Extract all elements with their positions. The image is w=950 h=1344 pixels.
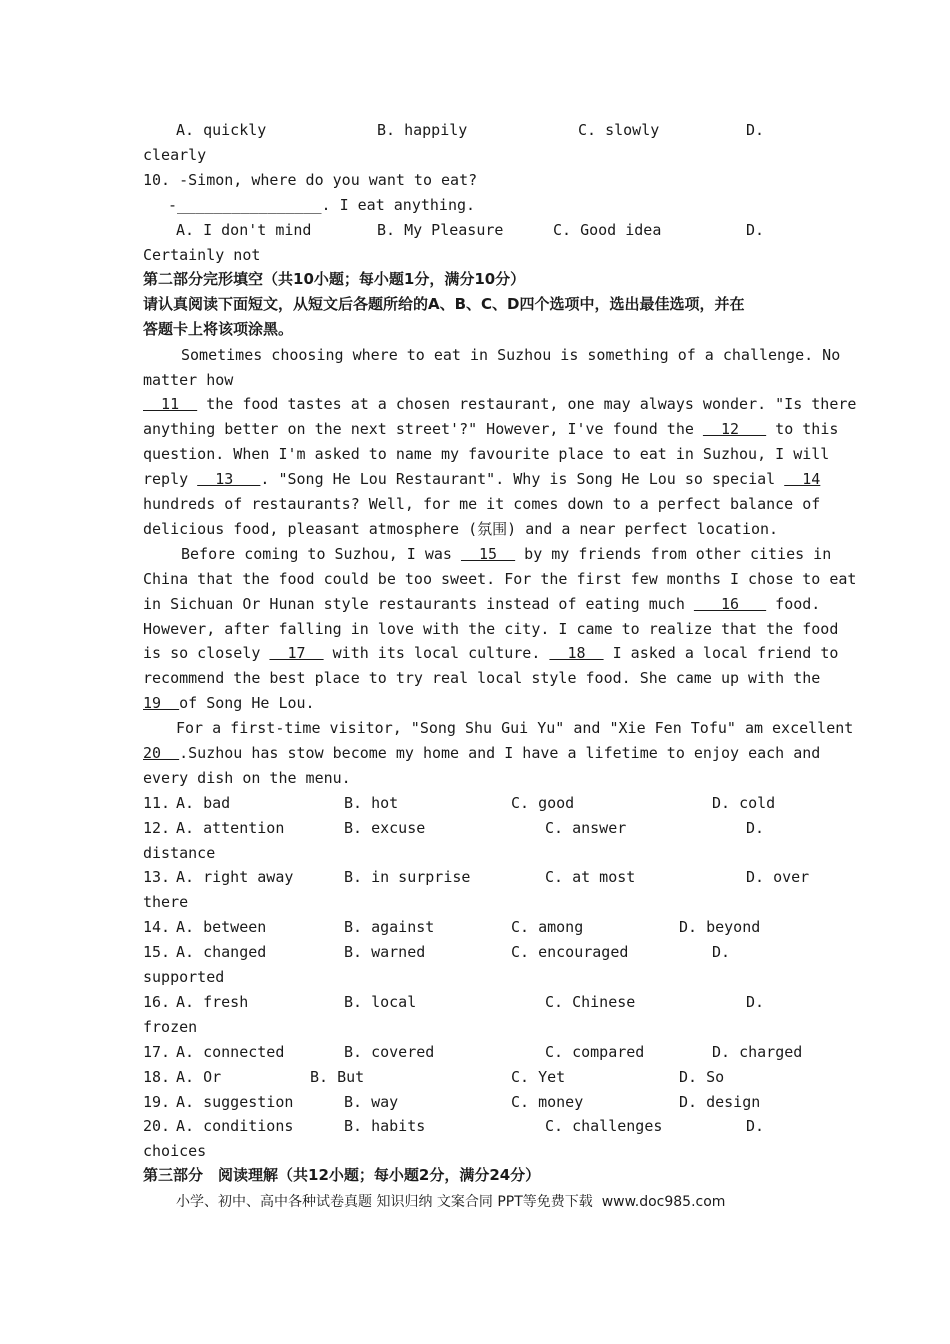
passage-line: 19 of Song He Lou. <box>143 694 315 712</box>
passage-line: 11 the food tastes at a chosen restaurant, one may always wonder. "Is there <box>143 395 857 413</box>
choice-option: C. compared <box>545 1043 645 1061</box>
choice-option: C. encouraged <box>511 943 629 961</box>
q9-option-a: A. quickly <box>176 121 267 139</box>
choice-option: A. attention <box>176 819 285 837</box>
choice-number: 13. <box>143 868 171 886</box>
blank-12: 12 <box>702 420 767 438</box>
choice-option: C. good <box>511 794 575 812</box>
blank-14: 14 <box>784 470 821 488</box>
choice-option-wrap: choices <box>143 1142 207 1160</box>
passage-line: in Sichuan Or Hunan style restaurants instead of eating much 16 food. <box>143 595 821 613</box>
choice-option: A. between <box>176 918 267 936</box>
q10-option-c: C. Good idea <box>553 221 662 239</box>
choice-option: D. <box>746 993 765 1011</box>
choice-option: D. <box>746 1117 765 1135</box>
q10-answer-text: . I eat anything. <box>321 196 476 214</box>
choice-option: C. Chinese <box>545 993 636 1011</box>
choice-option: C. among <box>511 918 584 936</box>
choice-option: B. in surprise <box>344 868 471 886</box>
choice-number: 14. <box>143 918 171 936</box>
choice-option: B. hot <box>344 794 399 812</box>
choice-option: D. beyond <box>679 918 761 936</box>
q10-question: 10. -Simon, where do you want to eat? <box>143 171 478 189</box>
q10-option-a: A. I don't mind <box>176 221 312 239</box>
blank-13: 13 <box>197 470 261 488</box>
choice-number: 11. <box>143 794 171 812</box>
q9-option-d: D. <box>746 121 765 139</box>
choice-option: B. warned <box>344 943 426 961</box>
blank-16: 16 <box>693 595 767 613</box>
choice-option-wrap: frozen <box>143 1018 198 1036</box>
choice-option: C. challenges <box>545 1117 663 1135</box>
q10-dash: - <box>168 196 178 214</box>
passage-line: 20 .Suzhou has stow become my home and I have a lifetime to enjoy each and <box>143 744 821 762</box>
choice-number: 16. <box>143 993 171 1011</box>
choice-option: A. connected <box>176 1043 285 1061</box>
passage-line: question. When I'm asked to name my favourite place to eat in Suzhou, I will <box>143 445 830 463</box>
choice-option: C. Yet <box>511 1068 566 1086</box>
choice-option: D. <box>712 943 731 961</box>
blank-15: 15 <box>460 545 516 563</box>
choice-option: C. answer <box>545 819 627 837</box>
part3-title: 第三部分 阅读理解（共12小题；每小题2分，满分24分） <box>143 1166 541 1184</box>
choice-option: A. suggestion <box>176 1093 294 1111</box>
passage-line: matter how <box>143 371 234 389</box>
choice-option: A. conditions <box>176 1117 294 1135</box>
q10-option-d-text: Certainly not <box>143 246 261 264</box>
choice-option: A. changed <box>176 943 267 961</box>
choice-option: B. covered <box>344 1043 435 1061</box>
choice-option: D. <box>746 819 765 837</box>
q9-option-c: C. slowly <box>578 121 660 139</box>
passage-line: delicious food, pleasant atmosphere (氛围) and a near perfect location. <box>143 520 779 538</box>
choice-option: B. against <box>344 918 435 936</box>
passage-line: For a first-time visitor, "Song Shu Gui Yu" and "Xie Fen Tofu" am excellent <box>176 719 854 737</box>
choice-option-wrap: there <box>143 893 189 911</box>
blank-18: 18 <box>549 644 604 662</box>
choice-option: C. money <box>511 1093 584 1111</box>
choice-number: 19. <box>143 1093 171 1111</box>
choice-option-wrap: supported <box>143 968 225 986</box>
choice-option: A. bad <box>176 794 231 812</box>
q10-option-b: B. My Pleasure <box>377 221 504 239</box>
footer-text: 小学、初中、高中各种试卷真题 知识归纳 文案合同 PPT等免费下载 www.doc985.com <box>176 1194 726 1210</box>
choice-option: A. fresh <box>176 993 249 1011</box>
choice-option: B. excuse <box>344 819 426 837</box>
q10-answer-line <box>168 195 475 215</box>
blank-11: 11 <box>143 395 198 413</box>
q10-option-d: D. <box>746 221 765 239</box>
passage-line: China that the food could be too sweet. For the first few months I chose to eat <box>143 570 857 588</box>
choice-option: D. design <box>679 1093 761 1111</box>
choice-number: 20. <box>143 1117 171 1135</box>
choice-option: B. But <box>310 1068 365 1086</box>
q9-option-d-text: clearly <box>143 146 207 164</box>
part2-title: 第二部分完形填空（共10小题；每小题1分，满分10分） <box>143 270 526 288</box>
choice-number: 18. <box>143 1068 171 1086</box>
choice-option: D. So <box>679 1068 725 1086</box>
part2-instruction-line2: 答题卡上将该项涂黑。 <box>143 320 294 338</box>
passage-line: every dish on the menu. <box>143 769 351 787</box>
q10-blank: ________________ <box>177 196 322 214</box>
choice-number: 15. <box>143 943 171 961</box>
choice-option: B. habits <box>344 1117 426 1135</box>
passage-line: However, after falling in love with the city. I came to realize that the food <box>143 620 839 638</box>
q9-option-b: B. happily <box>377 121 468 139</box>
choice-number: 12. <box>143 819 171 837</box>
blank-19: 19 <box>143 694 180 712</box>
passage-line: hundreds of restaurants? Well, for me it comes down to a perfect balance of <box>143 495 821 513</box>
choice-option: B. way <box>344 1093 399 1111</box>
choice-option: D. charged <box>712 1043 803 1061</box>
passage-line: Before coming to Suzhou, I was 15 by my friends from other cities in <box>181 545 832 563</box>
choice-option: D. cold <box>712 794 776 812</box>
part2-instruction-line1: 请认真阅读下面短文，从短文后各题所给的A、B、C、D四个选项中，选出最佳选项，并在 <box>143 295 745 313</box>
choice-number: 17. <box>143 1043 171 1061</box>
choice-option: A. right away <box>176 868 294 886</box>
blank-20: 20 <box>143 744 180 762</box>
choice-option: C. at most <box>545 868 636 886</box>
passage-line: reply 13 . "Song He Lou Restaurant". Why is Song He Lou so special 14 <box>143 470 821 488</box>
blank-17: 17 <box>269 644 324 662</box>
choice-option-wrap: distance <box>143 844 216 862</box>
passage-line: Sometimes choosing where to eat in Suzhou is something of a challenge. No <box>181 346 841 364</box>
footer-url: www.doc985.com <box>601 1194 726 1210</box>
choice-option: B. local <box>344 993 417 1011</box>
passage-line: is so closely 17 with its local culture. 18 I asked a local friend to <box>143 644 839 662</box>
choice-option: A. Or <box>176 1068 222 1086</box>
choice-option: D. over <box>746 868 810 886</box>
passage-line: anything better on the next street'?" However, I've found the 12 to this <box>143 420 839 438</box>
passage-line: recommend the best place to try real local style food. She came up with the <box>143 669 821 687</box>
